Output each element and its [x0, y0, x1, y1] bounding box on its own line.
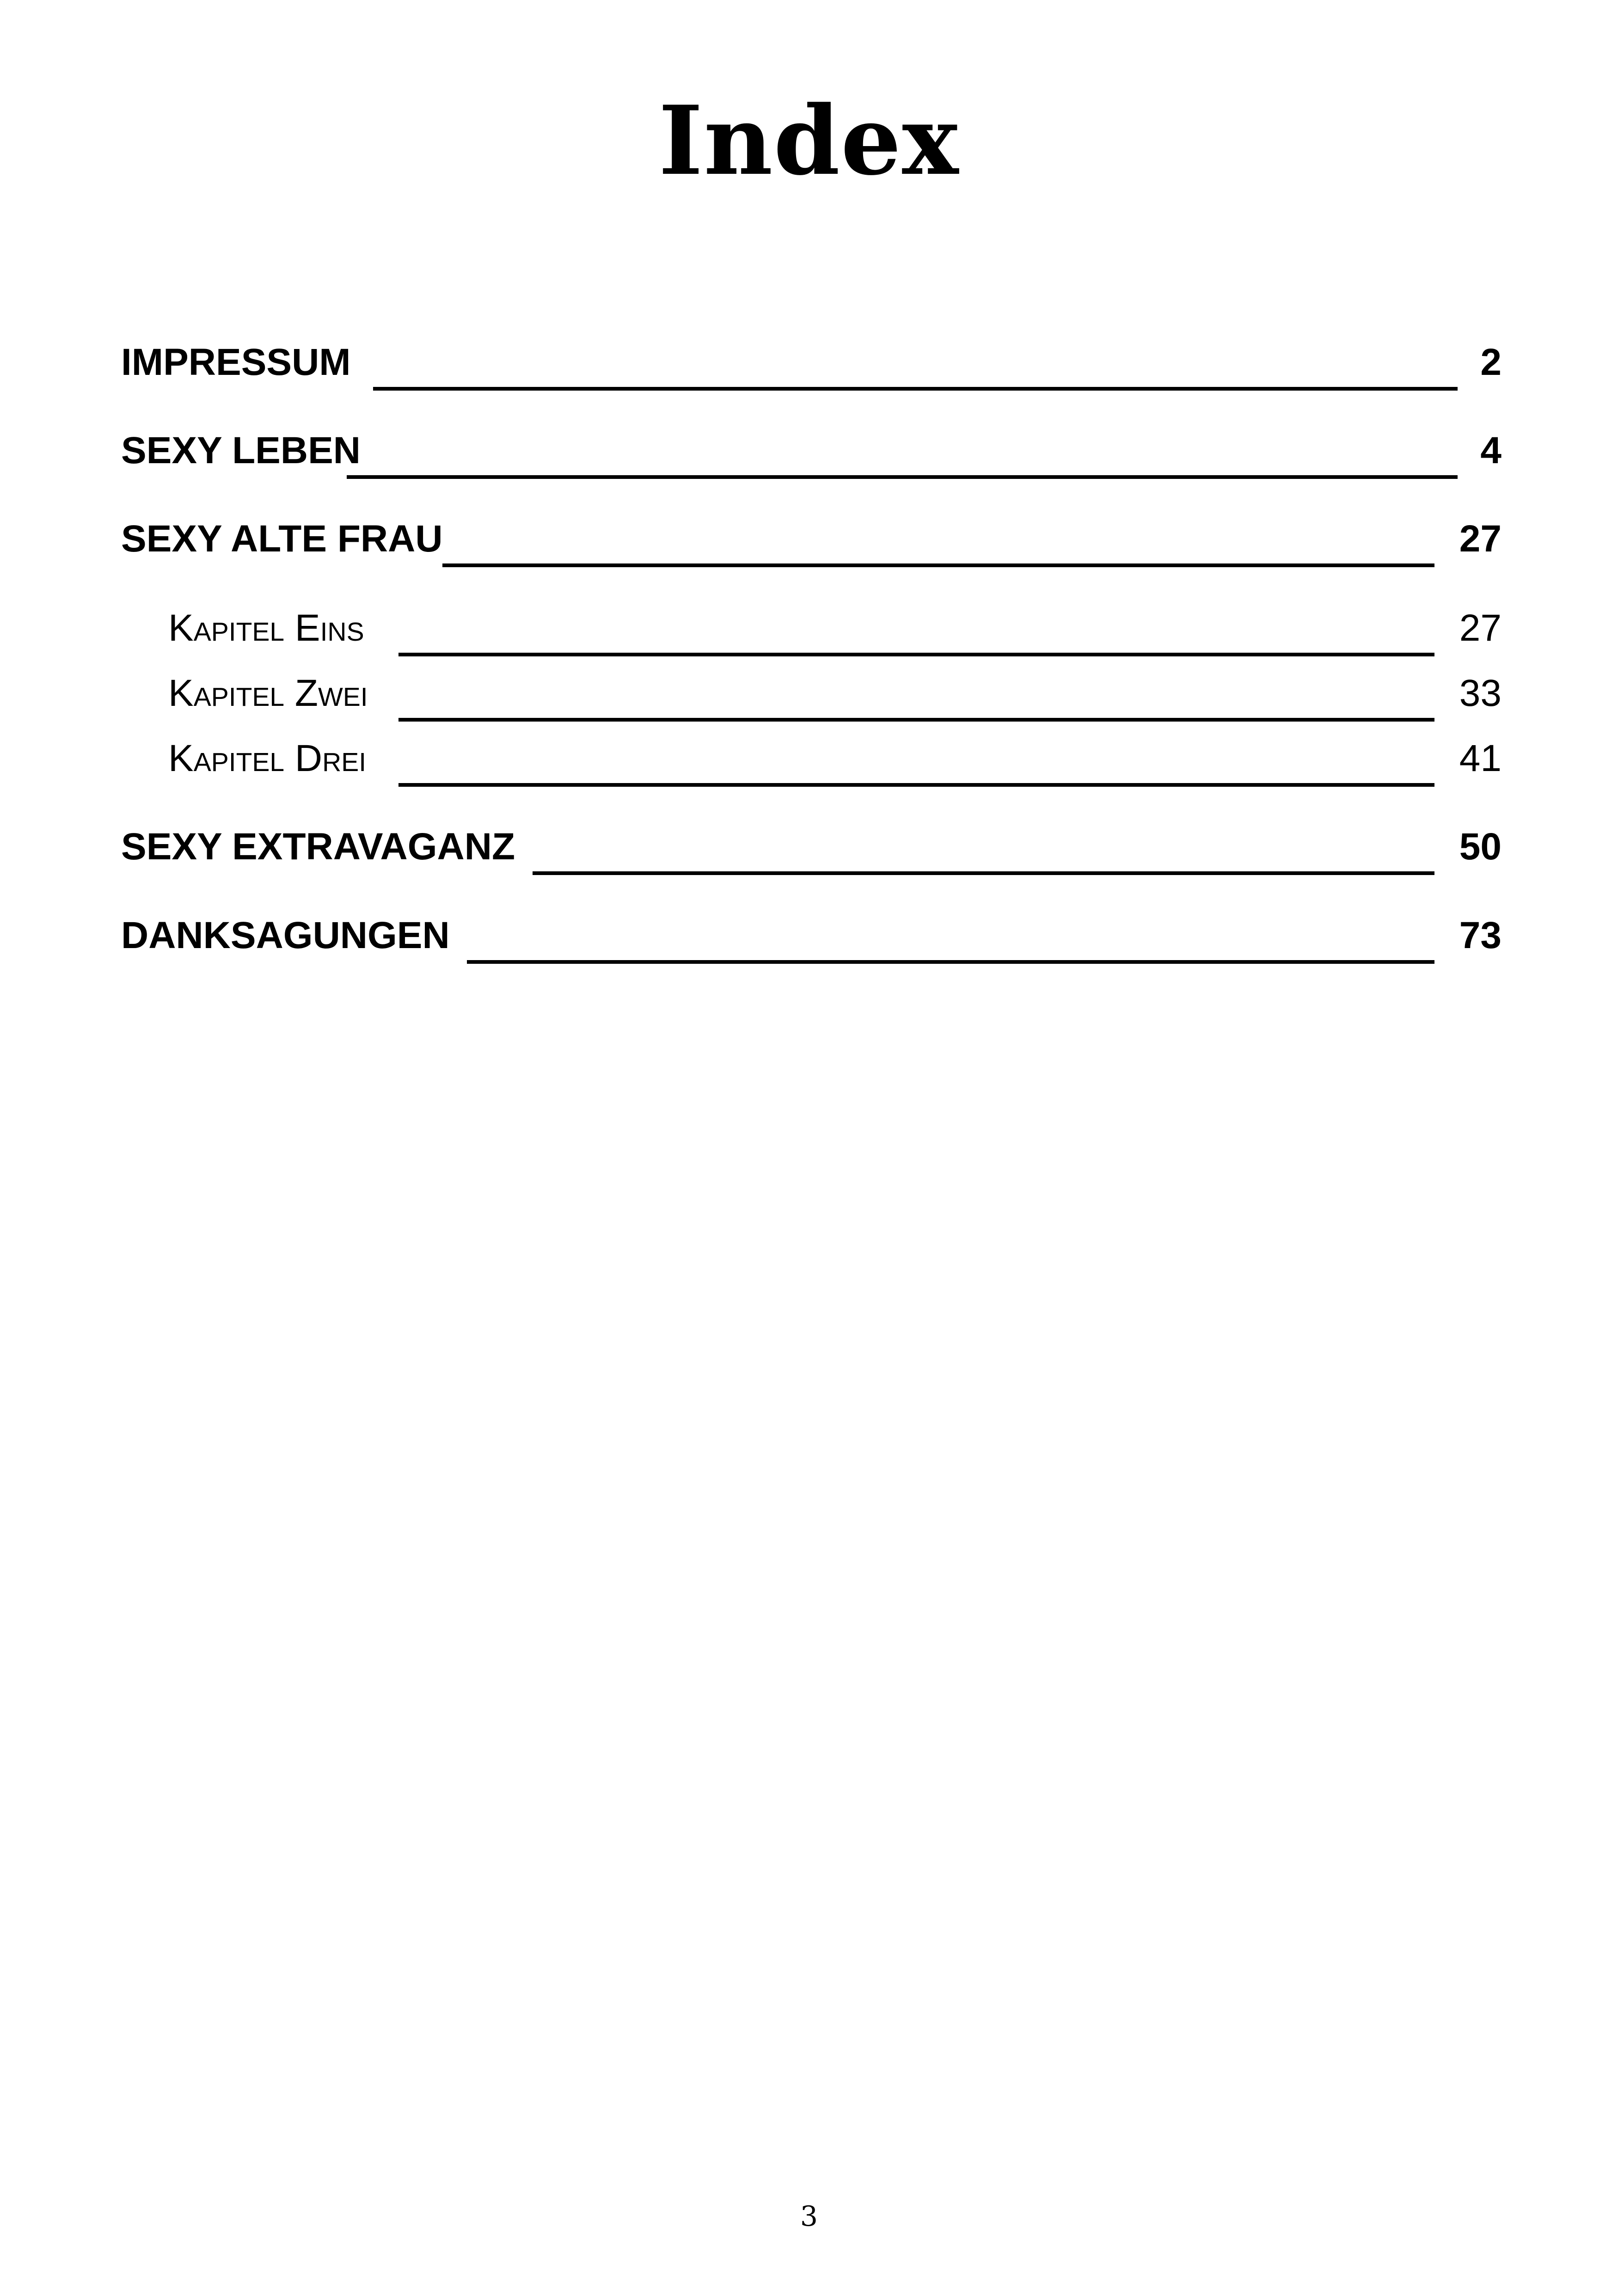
toc-entry-label: SEXY ALTE FRAU [121, 518, 443, 560]
toc-leader-line [373, 387, 1458, 391]
toc-entry-page: 41 [1459, 737, 1502, 779]
toc-entry-page: 27 [1459, 518, 1502, 560]
toc-entry-sexy-leben[interactable] [121, 419, 1502, 479]
toc-entry-sexy-extravaganz[interactable] [121, 815, 1502, 875]
toc-entry-label: IMPRESSUM [121, 341, 351, 383]
toc-entry-page: 50 [1459, 826, 1502, 868]
toc-leader-line [398, 653, 1434, 656]
toc-entry-label: SEXY EXTRAVAGANZ [121, 826, 515, 868]
toc-entry-label: SEXY LEBEN [121, 429, 361, 471]
toc-leader-line [398, 783, 1434, 787]
toc-leader-line [347, 475, 1458, 479]
toc-entry-page: 4 [1480, 429, 1502, 471]
page-title: Index [658, 86, 960, 196]
toc-leader-line [533, 871, 1434, 875]
toc-entry-kapitel-zwei[interactable] [121, 661, 1502, 722]
toc-entry-label: Kapitel Zwei [168, 672, 368, 714]
toc-entry-impressum[interactable] [121, 331, 1502, 391]
toc-entry-kapitel-drei[interactable] [121, 727, 1502, 787]
toc-leader-line [398, 718, 1434, 722]
toc-entry-page: 73 [1459, 914, 1502, 956]
toc-entry-label: Kapitel Drei [168, 737, 367, 779]
toc-entry-danksagungen[interactable] [121, 904, 1502, 964]
toc-entry-label: DANKSAGUNGEN [121, 914, 450, 956]
toc-entry-label: Kapitel Eins [168, 607, 364, 649]
toc-leader-line [467, 960, 1434, 964]
toc-leader-line [442, 563, 1434, 567]
toc-entry-page: 2 [1480, 341, 1502, 383]
toc-entry-sexy-alte-frau[interactable] [121, 507, 1502, 567]
page-number: 3 [800, 2200, 818, 2233]
toc-entry-page: 33 [1459, 672, 1502, 714]
toc-entry-page: 27 [1459, 607, 1502, 649]
toc-entry-kapitel-eins[interactable] [121, 596, 1502, 656]
